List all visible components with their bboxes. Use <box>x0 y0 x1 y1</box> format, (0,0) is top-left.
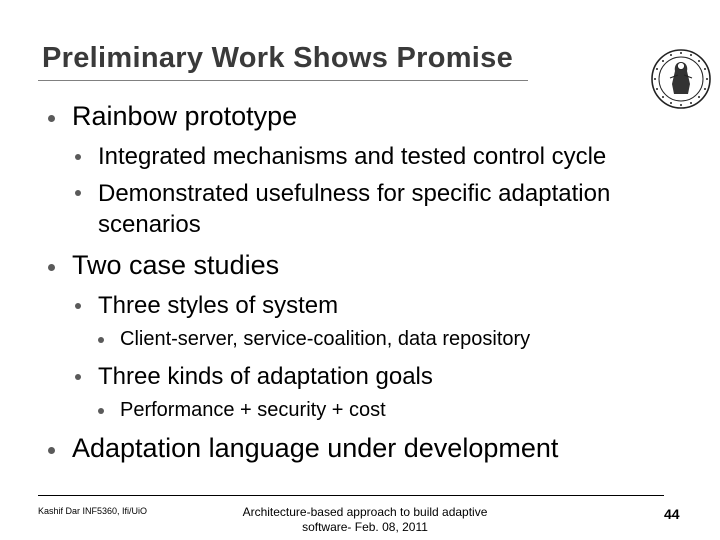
bullet-three-styles: Three styles of system <box>98 292 339 319</box>
bullet-demonstrated-usefulness: Demonstrated usefulness for specific adaptation <box>98 180 611 207</box>
footer-title-line2: software- Feb. 08, 2011 <box>302 520 428 534</box>
bullet-adaptation-language: Adaptation language under development <box>72 433 559 463</box>
bullet-performance-security-cost: Performance + security + cost <box>120 399 386 421</box>
bullet-icon <box>48 115 55 122</box>
bullet-icon <box>48 264 55 271</box>
footer-divider <box>38 495 664 496</box>
bullet-icon <box>75 303 81 309</box>
bullet-icon <box>98 337 104 343</box>
bullet-icon <box>98 408 104 414</box>
footer-author: Kashif Dar INF5360, Ifi/UiO <box>38 506 148 516</box>
bullet-two-case-studies: Two case studies <box>72 250 280 280</box>
bullet-three-kinds: Three kinds of adaptation goals <box>98 363 433 390</box>
bullet-icon <box>75 374 81 380</box>
bullet-demonstrated-usefulness-cont: scenarios <box>98 211 201 238</box>
bullet-integrated-mechanisms: Integrated mechanisms and tested control cycle <box>98 143 607 170</box>
footer-title <box>215 505 515 535</box>
page-number: 44 <box>664 506 680 522</box>
bullet-rainbow-prototype: Rainbow prototype <box>72 101 298 131</box>
bullet-icon <box>75 190 81 196</box>
bullet-client-server: Client-server, service-coalition, data repository <box>120 328 531 350</box>
title-divider <box>38 80 528 81</box>
bullet-icon <box>75 154 81 160</box>
university-seal-icon <box>650 48 712 110</box>
footer-title-line1: Architecture-based approach to build adaptive <box>242 505 488 519</box>
slide-title: Preliminary Work Shows Promise <box>42 42 514 74</box>
bullet-icon <box>48 447 55 454</box>
